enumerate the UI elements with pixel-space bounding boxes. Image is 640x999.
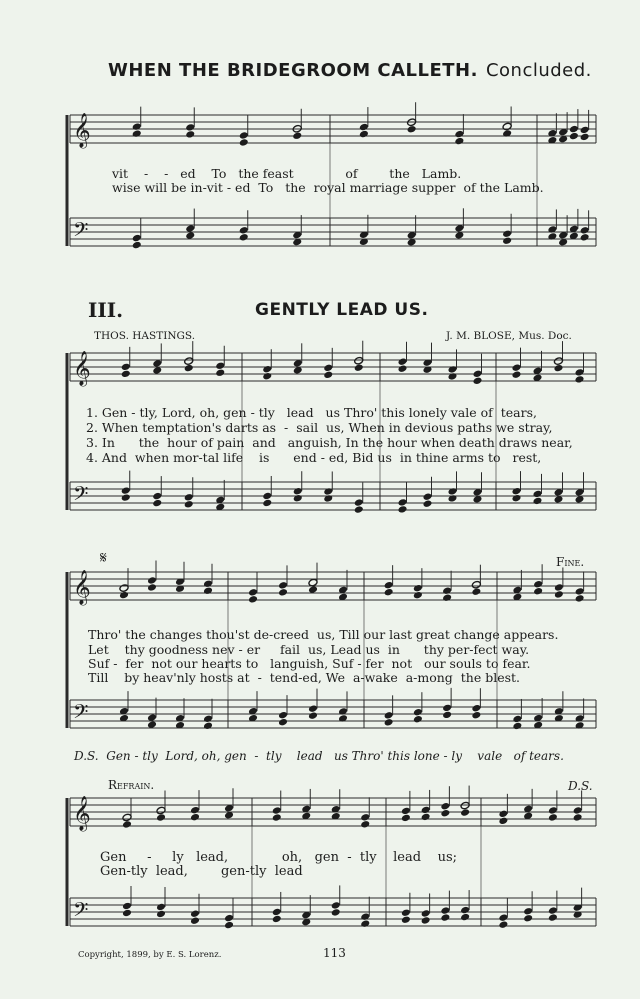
note-head <box>132 234 142 243</box>
note-head <box>185 130 195 139</box>
note-head <box>190 916 200 925</box>
clef-glyph: 𝄢 <box>73 700 89 728</box>
note-head <box>224 914 234 923</box>
note-head <box>132 129 142 138</box>
note-head <box>471 711 481 720</box>
note-head <box>421 806 431 815</box>
note-head <box>119 584 129 593</box>
note-head <box>569 125 579 134</box>
note-head <box>448 372 458 381</box>
note-head <box>401 807 411 816</box>
note-head <box>440 913 450 922</box>
note-head <box>398 498 408 507</box>
note-head <box>512 363 522 372</box>
refrain-label: Refrain. <box>108 778 155 792</box>
note-head <box>278 711 288 720</box>
note-head <box>580 133 590 142</box>
note-head <box>308 704 318 713</box>
note-head <box>185 123 195 132</box>
note-head <box>523 907 533 916</box>
note-head <box>203 579 213 588</box>
note-head <box>512 370 522 379</box>
note-head <box>122 902 132 911</box>
note-head <box>498 913 508 922</box>
note-head <box>442 593 452 602</box>
note-head <box>533 580 543 589</box>
verse-line-2: 2. When temptation's darts as - sail us, When in devious paths we stray, <box>86 420 553 435</box>
note-head <box>473 377 483 386</box>
note-head <box>272 806 282 815</box>
ds-lyric-line: D.S. Gen - tly Lord, oh, gen - tly lead us Thro' this lone - ly vale of tears. <box>74 749 564 763</box>
note-head <box>460 906 470 915</box>
note-head <box>224 921 234 930</box>
note-head <box>239 131 249 140</box>
clef-glyph: 𝄞 <box>73 351 91 386</box>
note-head <box>413 591 423 600</box>
note-head <box>184 364 194 373</box>
note-head <box>440 802 450 811</box>
song-title-text: WHEN THE BRIDEGROOM CALLETH. <box>108 60 478 81</box>
note-head <box>119 591 129 600</box>
composer-credit: J. M. BLOSE, Mus. Doc. <box>446 330 572 342</box>
refrain-line-1: Gen - ly lead, oh, gen - tly lead us; <box>100 850 458 865</box>
note-head <box>498 817 508 826</box>
concluded-label: Concluded. <box>485 60 592 81</box>
note-head <box>471 587 481 596</box>
note-head <box>323 494 333 503</box>
note-head <box>190 813 200 822</box>
note-head <box>460 913 470 922</box>
note-head <box>442 711 452 720</box>
note-head <box>440 809 450 818</box>
note-head <box>359 130 369 139</box>
note-head <box>460 808 470 817</box>
note-head <box>215 361 225 370</box>
note-head <box>442 704 452 713</box>
note-head <box>473 370 483 379</box>
note-head <box>471 704 481 713</box>
note-head <box>423 492 433 501</box>
note-head <box>360 813 370 822</box>
verse-line-3: 3. In the hour of pain and anguish, In the hour when death draws near, <box>86 435 573 450</box>
note-head <box>203 715 213 724</box>
refrain-line-2: Gen-tly lead, gen-tly lead <box>100 864 303 879</box>
note-head <box>323 371 333 380</box>
segno-sign: 𝄋 <box>100 548 107 567</box>
note-head <box>121 370 131 379</box>
note-head <box>398 357 408 366</box>
note-head <box>239 138 249 147</box>
note-head <box>498 920 508 929</box>
note-head <box>308 711 318 720</box>
note-head <box>384 718 394 727</box>
note-head <box>384 588 394 597</box>
note-head <box>262 365 272 374</box>
note-head <box>448 494 458 503</box>
note-head <box>384 711 394 720</box>
note-head <box>413 708 423 717</box>
note-head <box>132 122 142 131</box>
note-head <box>554 583 564 592</box>
note-head <box>152 499 162 508</box>
note-head <box>454 130 464 139</box>
note-head <box>398 364 408 373</box>
note-head <box>272 908 282 917</box>
part1-lyric-line-1: vit - - ed To the feast of the Lamb. <box>112 166 462 181</box>
note-head <box>421 916 431 925</box>
note-head <box>239 233 249 242</box>
note-head <box>575 368 585 377</box>
note-head <box>423 499 433 508</box>
note-head <box>122 909 132 918</box>
note-head <box>523 914 533 923</box>
clef-glyph: 𝄢 <box>73 482 89 510</box>
note-head <box>448 487 458 496</box>
note-head <box>147 576 157 585</box>
note-head <box>292 132 302 141</box>
note-head <box>184 493 194 502</box>
note-head <box>502 236 512 245</box>
note-head <box>533 497 543 506</box>
note-head <box>421 909 431 918</box>
note-head <box>203 722 213 731</box>
note-head <box>248 588 258 597</box>
note-head <box>573 813 583 822</box>
verse-line-4: 4. And when mor-tal life is end - ed, Bid us in thine arms to rest, <box>86 450 542 465</box>
note-head <box>278 581 288 590</box>
note-head <box>122 820 132 829</box>
fine-label: Fine. <box>556 555 585 569</box>
note-head <box>401 908 411 917</box>
verse2-line-2: Let thy goodness nev - er fail us, Lead us in thy per-fect way. <box>88 642 530 657</box>
note-head <box>121 363 131 372</box>
note-head <box>398 505 408 514</box>
note-head <box>460 801 470 810</box>
note-head <box>262 492 272 501</box>
note-head <box>121 486 131 495</box>
note-head <box>413 584 423 593</box>
note-head <box>407 125 417 134</box>
verse2-line-4: Till by heav'nly hosts at - tend-ed, We a-wake a-mong the blest. <box>88 670 521 685</box>
note-head <box>401 915 411 924</box>
note-head <box>203 586 213 595</box>
note-head <box>580 233 590 242</box>
note-head <box>554 364 564 373</box>
note-head <box>293 487 303 496</box>
note-head <box>262 499 272 508</box>
note-head <box>575 594 585 603</box>
clef-glyph: 𝄢 <box>73 218 89 246</box>
note-head <box>569 132 579 141</box>
note-head <box>190 909 200 918</box>
note-head <box>440 906 450 915</box>
note-head <box>575 587 585 596</box>
note-head <box>454 137 464 146</box>
note-head <box>278 588 288 597</box>
note-head <box>360 919 370 928</box>
note-head <box>354 505 364 514</box>
note-head <box>121 493 131 502</box>
note-head <box>448 365 458 374</box>
note-head <box>533 587 543 596</box>
note-head <box>512 715 522 724</box>
hymn-title: GENTLY LEAD US. <box>255 300 429 320</box>
note-head <box>272 813 282 822</box>
note-head <box>156 806 166 815</box>
note-head <box>580 226 590 235</box>
note-head <box>152 492 162 501</box>
note-head <box>190 806 200 815</box>
note-head <box>575 375 585 384</box>
note-head <box>331 908 341 917</box>
verse2-line-3: Suf - fer not our hearts to languish, Suf - fer not our souls to fear. <box>88 656 531 671</box>
note-head <box>548 913 558 922</box>
clef-glyph: 𝄞 <box>73 570 91 605</box>
note-head <box>360 820 370 829</box>
verse2-line-1: Thro' the changes thou'st de-creed us, Till our last great change appears. <box>88 627 559 642</box>
note-head <box>573 806 583 815</box>
note-head <box>548 806 558 815</box>
note-head <box>421 813 431 822</box>
note-head <box>156 903 166 912</box>
ds-marker: D.S. <box>568 779 593 793</box>
note-head <box>498 810 508 819</box>
note-head <box>354 356 364 365</box>
clef-glyph: 𝄞 <box>73 796 91 831</box>
note-head <box>262 372 272 381</box>
note-head <box>442 586 452 595</box>
note-head <box>323 487 333 496</box>
note-head <box>580 126 590 135</box>
note-head <box>471 580 481 589</box>
note-head <box>215 368 225 377</box>
note-head <box>354 498 364 507</box>
clef-glyph: 𝄢 <box>73 898 89 926</box>
note-head <box>502 229 512 238</box>
note-head <box>354 363 364 372</box>
clef-glyph: 𝄞 <box>73 113 91 148</box>
note-head <box>122 813 132 822</box>
note-head <box>184 357 194 366</box>
note-head <box>156 813 166 822</box>
note-head <box>248 595 258 604</box>
note-head <box>147 583 157 592</box>
verse-line-1: 1. Gen - tly, Lord, oh, gen - tly lead us Thro' this lonely vale of tears, <box>86 405 537 420</box>
author-credit: THOS. HASTINGS. <box>94 330 196 342</box>
note-head <box>554 590 564 599</box>
part1-lyric-line-2: wise will be in-vit - ed To the royal marriage supper of the Lamb. <box>112 180 544 195</box>
note-head <box>512 487 522 496</box>
note-head <box>331 901 341 910</box>
note-head <box>533 490 543 499</box>
note-head <box>413 715 423 724</box>
note-head <box>512 722 522 731</box>
note-head <box>548 906 558 915</box>
note-head <box>384 581 394 590</box>
note-head <box>156 910 166 919</box>
note-head <box>554 357 564 366</box>
note-head <box>548 813 558 822</box>
note-head <box>323 364 333 373</box>
note-head <box>293 494 303 503</box>
note-head <box>401 814 411 823</box>
note-head <box>272 915 282 924</box>
note-head <box>512 494 522 503</box>
note-head <box>239 226 249 235</box>
page-number: 113 <box>323 946 346 960</box>
copyright: Copyright, 1899, by E. S. Lorenz. <box>78 950 222 960</box>
note-head <box>184 500 194 509</box>
note-head <box>359 123 369 132</box>
note-head <box>132 241 142 250</box>
note-head <box>278 718 288 727</box>
note-head <box>360 912 370 921</box>
hymn-number: III. <box>88 298 124 322</box>
